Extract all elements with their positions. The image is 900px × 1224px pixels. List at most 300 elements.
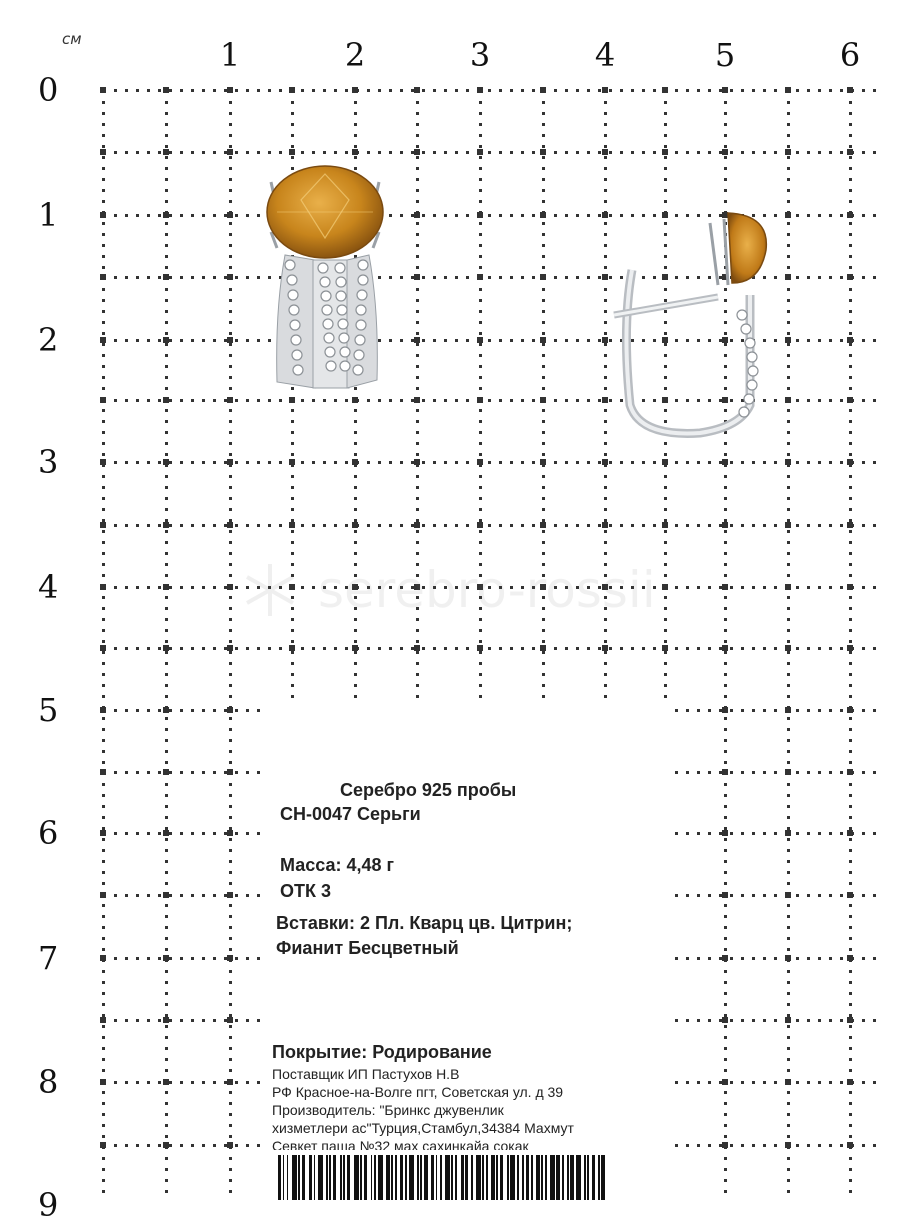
grid-dot (257, 957, 260, 960)
grid-dot (411, 399, 414, 402)
grid-dot (542, 376, 545, 379)
grid-dot (763, 1081, 766, 1084)
grid-dot (849, 1135, 852, 1138)
grid-dot (291, 464, 294, 467)
grid-marker (785, 1017, 791, 1023)
grid-dot (354, 508, 357, 511)
grid-dot (576, 89, 579, 92)
grid-dot (849, 585, 852, 588)
grid-dot (165, 662, 168, 665)
grid-dot (165, 816, 168, 819)
grid-dot (849, 365, 852, 368)
grid-dot (235, 151, 238, 154)
grid-dot (416, 640, 419, 643)
grid-dot (542, 651, 545, 654)
grid-dot (479, 310, 482, 313)
grid-dot (444, 151, 447, 154)
grid-dot (787, 222, 790, 225)
grid-dot (686, 647, 689, 650)
grid-dot (301, 647, 304, 650)
grid-dot (165, 266, 168, 269)
grid-dot (229, 233, 232, 236)
barcode-bar (455, 1155, 457, 1200)
grid-dot (787, 629, 790, 632)
grid-dot (849, 420, 852, 423)
grid-dot (787, 618, 790, 621)
grid-dot (479, 673, 482, 676)
grid-dot (229, 398, 232, 401)
grid-dot (165, 761, 168, 764)
grid-dot (849, 915, 852, 918)
grid-dot (787, 948, 790, 951)
grid-dot (787, 717, 790, 720)
grid-dot (191, 461, 194, 464)
grid-dot (598, 151, 601, 154)
grid-dot (229, 453, 232, 456)
grid-dot (291, 541, 294, 544)
barcode-bar (405, 1155, 407, 1200)
grid-dot (479, 398, 482, 401)
grid-dot (873, 461, 876, 464)
grid-dot (849, 948, 852, 951)
grid-dot (444, 339, 447, 342)
grid-marker (785, 830, 791, 836)
grid-dot (202, 1019, 205, 1022)
grid-dot (604, 200, 607, 203)
grid-dot (102, 948, 105, 951)
grid-dot (708, 1081, 711, 1084)
grid-dot (165, 1113, 168, 1116)
label-supplier-line: Производитель: "Бринкс джувенлик (272, 1102, 504, 1118)
grid-dot (102, 585, 105, 588)
grid-dot (354, 497, 357, 500)
snowflake-icon (240, 560, 300, 620)
grid-dot (224, 89, 227, 92)
grid-dot (708, 709, 711, 712)
grid-dot (587, 461, 590, 464)
grid-dot (774, 89, 777, 92)
grid-dot (763, 151, 766, 154)
grid-dot (323, 524, 326, 527)
grid-dot (125, 586, 128, 589)
grid-dot (354, 90, 357, 93)
grid-dot (542, 552, 545, 555)
grid-dot (466, 399, 469, 402)
grid-dot (829, 276, 832, 279)
grid-dot (675, 709, 678, 712)
grid-dot (312, 461, 315, 464)
grid-dot (604, 629, 607, 632)
barcode-bar (556, 1155, 559, 1200)
grid-dot (724, 728, 727, 731)
grid-dot (730, 709, 733, 712)
grid-dot (787, 530, 790, 533)
grid-dot (102, 200, 105, 203)
grid-dot (102, 816, 105, 819)
grid-dot (229, 673, 232, 676)
grid-dot (818, 276, 821, 279)
grid-dot (840, 214, 843, 217)
grid-dot (862, 586, 865, 589)
grid-dot (301, 461, 304, 464)
grid-dot (257, 894, 260, 897)
grid-dot (125, 1019, 128, 1022)
grid-dot (191, 1081, 194, 1084)
grid-dot (422, 276, 425, 279)
grid-dot (202, 647, 205, 650)
grid-dot (455, 151, 458, 154)
grid-dot (416, 178, 419, 181)
grid-dot (229, 585, 232, 588)
grid-dot (565, 399, 568, 402)
grid-dot (229, 288, 232, 291)
grid-dot (829, 524, 832, 527)
grid-dot (849, 970, 852, 973)
grid-dot (354, 123, 357, 126)
grid-dot (787, 486, 790, 489)
grid-dot (191, 89, 194, 92)
grid-dot (102, 1168, 105, 1171)
barcode-bar (278, 1155, 281, 1200)
grid-dot (849, 189, 852, 192)
grid-dot (521, 524, 524, 527)
grid-dot (862, 832, 865, 835)
grid-dot (136, 151, 139, 154)
grid-dot (604, 189, 607, 192)
grid-dot (312, 524, 315, 527)
grid-dot (229, 739, 232, 742)
grid-dot (724, 706, 727, 709)
grid-dot (229, 783, 232, 786)
grid-dot (268, 524, 271, 527)
grid-dot (291, 651, 294, 654)
grid-dot (102, 717, 105, 720)
barcode-bar (526, 1155, 529, 1200)
grid-dot (389, 647, 392, 650)
grid-dot (229, 167, 232, 170)
grid-dot (532, 214, 535, 217)
grid-dot (849, 1168, 852, 1171)
grid-dot (787, 244, 790, 247)
grid-dot (609, 647, 612, 650)
barcode-bar (536, 1155, 539, 1200)
grid-dot (752, 151, 755, 154)
grid-dot (165, 739, 168, 742)
grid-dot (521, 647, 524, 650)
barcode-bar (510, 1155, 515, 1200)
grid-dot (416, 409, 419, 412)
grid-marker (163, 149, 169, 155)
grid-dot (165, 684, 168, 687)
grid-dot (400, 461, 403, 464)
barcode-bar (343, 1155, 345, 1200)
barcode-bar (491, 1155, 494, 1200)
grid-dot (213, 771, 216, 774)
grid-dot (752, 1019, 755, 1022)
grid-dot (466, 214, 469, 217)
label-coating: Покрытие: Родирование (272, 1042, 492, 1062)
grid-dot (102, 640, 105, 643)
grid-dot (724, 574, 727, 577)
barcode-bar (522, 1155, 524, 1200)
grid-dot (125, 957, 128, 960)
grid-dot (724, 794, 727, 797)
grid-dot (542, 508, 545, 511)
grid-dot (664, 607, 667, 610)
grid-dot (444, 214, 447, 217)
grid-dot (416, 244, 419, 247)
grid-dot (268, 151, 271, 154)
grid-dot (165, 805, 168, 808)
grid-dot (724, 453, 727, 456)
grid-dot (787, 706, 790, 709)
grid-dot (787, 156, 790, 159)
grid-dot (818, 832, 821, 835)
grid-dot (708, 1144, 711, 1147)
grid-dot (849, 981, 852, 984)
grid-dot (224, 832, 227, 835)
grid-dot (849, 354, 852, 357)
grid-dot (400, 647, 403, 650)
grid-dot (741, 89, 744, 92)
grid-dot (229, 442, 232, 445)
grid-dot (774, 832, 777, 835)
grid-dot (796, 647, 799, 650)
grid-dot (849, 783, 852, 786)
grid-dot (291, 442, 294, 445)
grid-dot (488, 647, 491, 650)
barcode-bar (496, 1155, 498, 1200)
grid-dot (165, 618, 168, 621)
grid-dot (213, 832, 216, 835)
grid-dot (416, 486, 419, 489)
grid-dot (165, 486, 168, 489)
grid-dot (416, 497, 419, 500)
grid-dot (229, 1058, 232, 1061)
grid-dot (479, 200, 482, 203)
grid-dot (787, 992, 790, 995)
grid-dot (102, 145, 105, 148)
grid-dot (664, 563, 667, 566)
grid-dot (840, 1081, 843, 1084)
grid-dot (114, 214, 117, 217)
grid-dot (416, 376, 419, 379)
grid-dot (787, 860, 790, 863)
grid-dot (235, 399, 238, 402)
grid-dot (165, 409, 168, 412)
grid-dot (229, 134, 232, 137)
grid-dot (576, 524, 579, 527)
grid-dot (268, 647, 271, 650)
grid-dot (165, 992, 168, 995)
grid-dot (479, 508, 482, 511)
grid-dot (604, 486, 607, 489)
grid-dot (829, 957, 832, 960)
grid-dot (224, 771, 227, 774)
grid-dot (604, 497, 607, 500)
grid-dot (675, 586, 678, 589)
grid-dot (229, 1179, 232, 1182)
grid-dot (102, 937, 105, 940)
grid-dot (642, 151, 645, 154)
grid-dot (849, 244, 852, 247)
grid-dot (354, 453, 357, 456)
barcode-bar (436, 1155, 438, 1200)
barcode-bar (420, 1155, 422, 1200)
grid-dot (165, 464, 168, 467)
grid-dot (102, 1003, 105, 1006)
grid-dot (229, 277, 232, 280)
grid-dot (165, 233, 168, 236)
grid-dot (604, 101, 607, 104)
grid-dot (158, 151, 161, 154)
grid-dot (422, 214, 425, 217)
grid-dot (169, 151, 172, 154)
grid-dot (724, 662, 727, 665)
grid-dot (818, 461, 821, 464)
grid-dot (102, 387, 105, 390)
grid-dot (724, 1036, 727, 1039)
grid-dot (102, 860, 105, 863)
grid-dot (708, 771, 711, 774)
grid-dot (416, 629, 419, 632)
label-mass: Масса: 4,48 г (280, 855, 395, 875)
grid-dot (829, 339, 832, 342)
ruler-column-label: 2 (344, 36, 366, 74)
label-otk: ОТК 3 (280, 881, 331, 901)
grid-dot (604, 453, 607, 456)
grid-dot (849, 1047, 852, 1050)
grid-dot (191, 894, 194, 897)
grid-dot (554, 339, 557, 342)
grid-dot (416, 211, 419, 214)
grid-dot (422, 89, 425, 92)
grid-dot (664, 189, 667, 192)
grid-dot (165, 343, 168, 346)
grid-dot (719, 1019, 722, 1022)
grid-dot (598, 524, 601, 527)
grid-dot (686, 461, 689, 464)
grid-dot (165, 871, 168, 874)
grid-dot (542, 354, 545, 357)
grid-dot (787, 343, 790, 346)
grid-dot (763, 524, 766, 527)
grid-marker (722, 522, 728, 528)
grid-marker (414, 645, 420, 651)
grid-dot (165, 453, 168, 456)
grid-dot (479, 211, 482, 214)
grid-dot (416, 519, 419, 522)
grid-dot (510, 339, 513, 342)
grid-dot (169, 957, 172, 960)
ruler-row-label: 5 (38, 691, 59, 729)
grid-dot (102, 695, 105, 698)
grid-dot (416, 541, 419, 544)
ruler-row-label: 7 (38, 939, 59, 977)
grid-dot (416, 189, 419, 192)
grid-dot (235, 771, 238, 774)
grid-dot (102, 684, 105, 687)
grid-marker (662, 149, 668, 155)
grid-dot (849, 123, 852, 126)
grid-dot (345, 524, 348, 527)
barcode-bar (417, 1155, 419, 1200)
grid-dot (724, 508, 727, 511)
grid-dot (165, 442, 168, 445)
grid-dot (213, 276, 216, 279)
grid-dot (873, 771, 876, 774)
grid-dot (158, 524, 161, 527)
grid-dot (724, 816, 727, 819)
grid-dot (416, 365, 419, 368)
grid-dot (102, 420, 105, 423)
grid-dot (664, 695, 667, 698)
grid-marker (100, 1017, 106, 1023)
grid-dot (479, 123, 482, 126)
grid-dot (787, 1146, 790, 1149)
grid-dot (479, 134, 482, 137)
grid-dot (147, 1144, 150, 1147)
grid-dot (158, 461, 161, 464)
grid-dot (849, 662, 852, 665)
grid-dot (102, 1047, 105, 1050)
grid-dot (807, 586, 810, 589)
label-supplier-line: РФ Красное-на-Волге пгт, Советская ул. д 39 (272, 1084, 564, 1100)
grid-dot (787, 783, 790, 786)
grid-dot (416, 266, 419, 269)
grid-dot (631, 647, 634, 650)
grid-dot (354, 431, 357, 434)
grid-dot (796, 524, 799, 527)
grid-dot (136, 399, 139, 402)
grid-marker (540, 149, 546, 155)
grid-dot (165, 189, 168, 192)
grid-dot (165, 783, 168, 786)
grid-dot (664, 145, 667, 148)
barcode-bar (333, 1155, 336, 1200)
grid-dot (565, 89, 568, 92)
barcode-bar (550, 1155, 555, 1200)
grid-dot (102, 288, 105, 291)
grid-dot (724, 178, 727, 181)
grid-dot (246, 151, 249, 154)
grid-dot (664, 497, 667, 500)
grid-dot (125, 151, 128, 154)
grid-dot (697, 1144, 700, 1147)
grid-dot (542, 101, 545, 104)
grid-dot (224, 709, 227, 712)
grid-dot (312, 647, 315, 650)
grid-dot (829, 461, 832, 464)
grid-dot (774, 586, 777, 589)
grid-dot (542, 673, 545, 676)
grid-dot (165, 849, 168, 852)
grid-dot (787, 662, 790, 665)
barcode-bar (461, 1155, 464, 1200)
grid-dot (741, 894, 744, 897)
barcode-bar (378, 1155, 383, 1200)
barcode-bar (507, 1155, 509, 1200)
grid-dot (102, 321, 105, 324)
grid-dot (165, 1091, 168, 1094)
grid-dot (268, 89, 271, 92)
grid-dot (724, 651, 727, 654)
grid-dot (257, 461, 260, 464)
grid-dot (147, 151, 150, 154)
grid-dot (542, 662, 545, 665)
grid-dot (829, 709, 832, 712)
grid-dot (708, 957, 711, 960)
